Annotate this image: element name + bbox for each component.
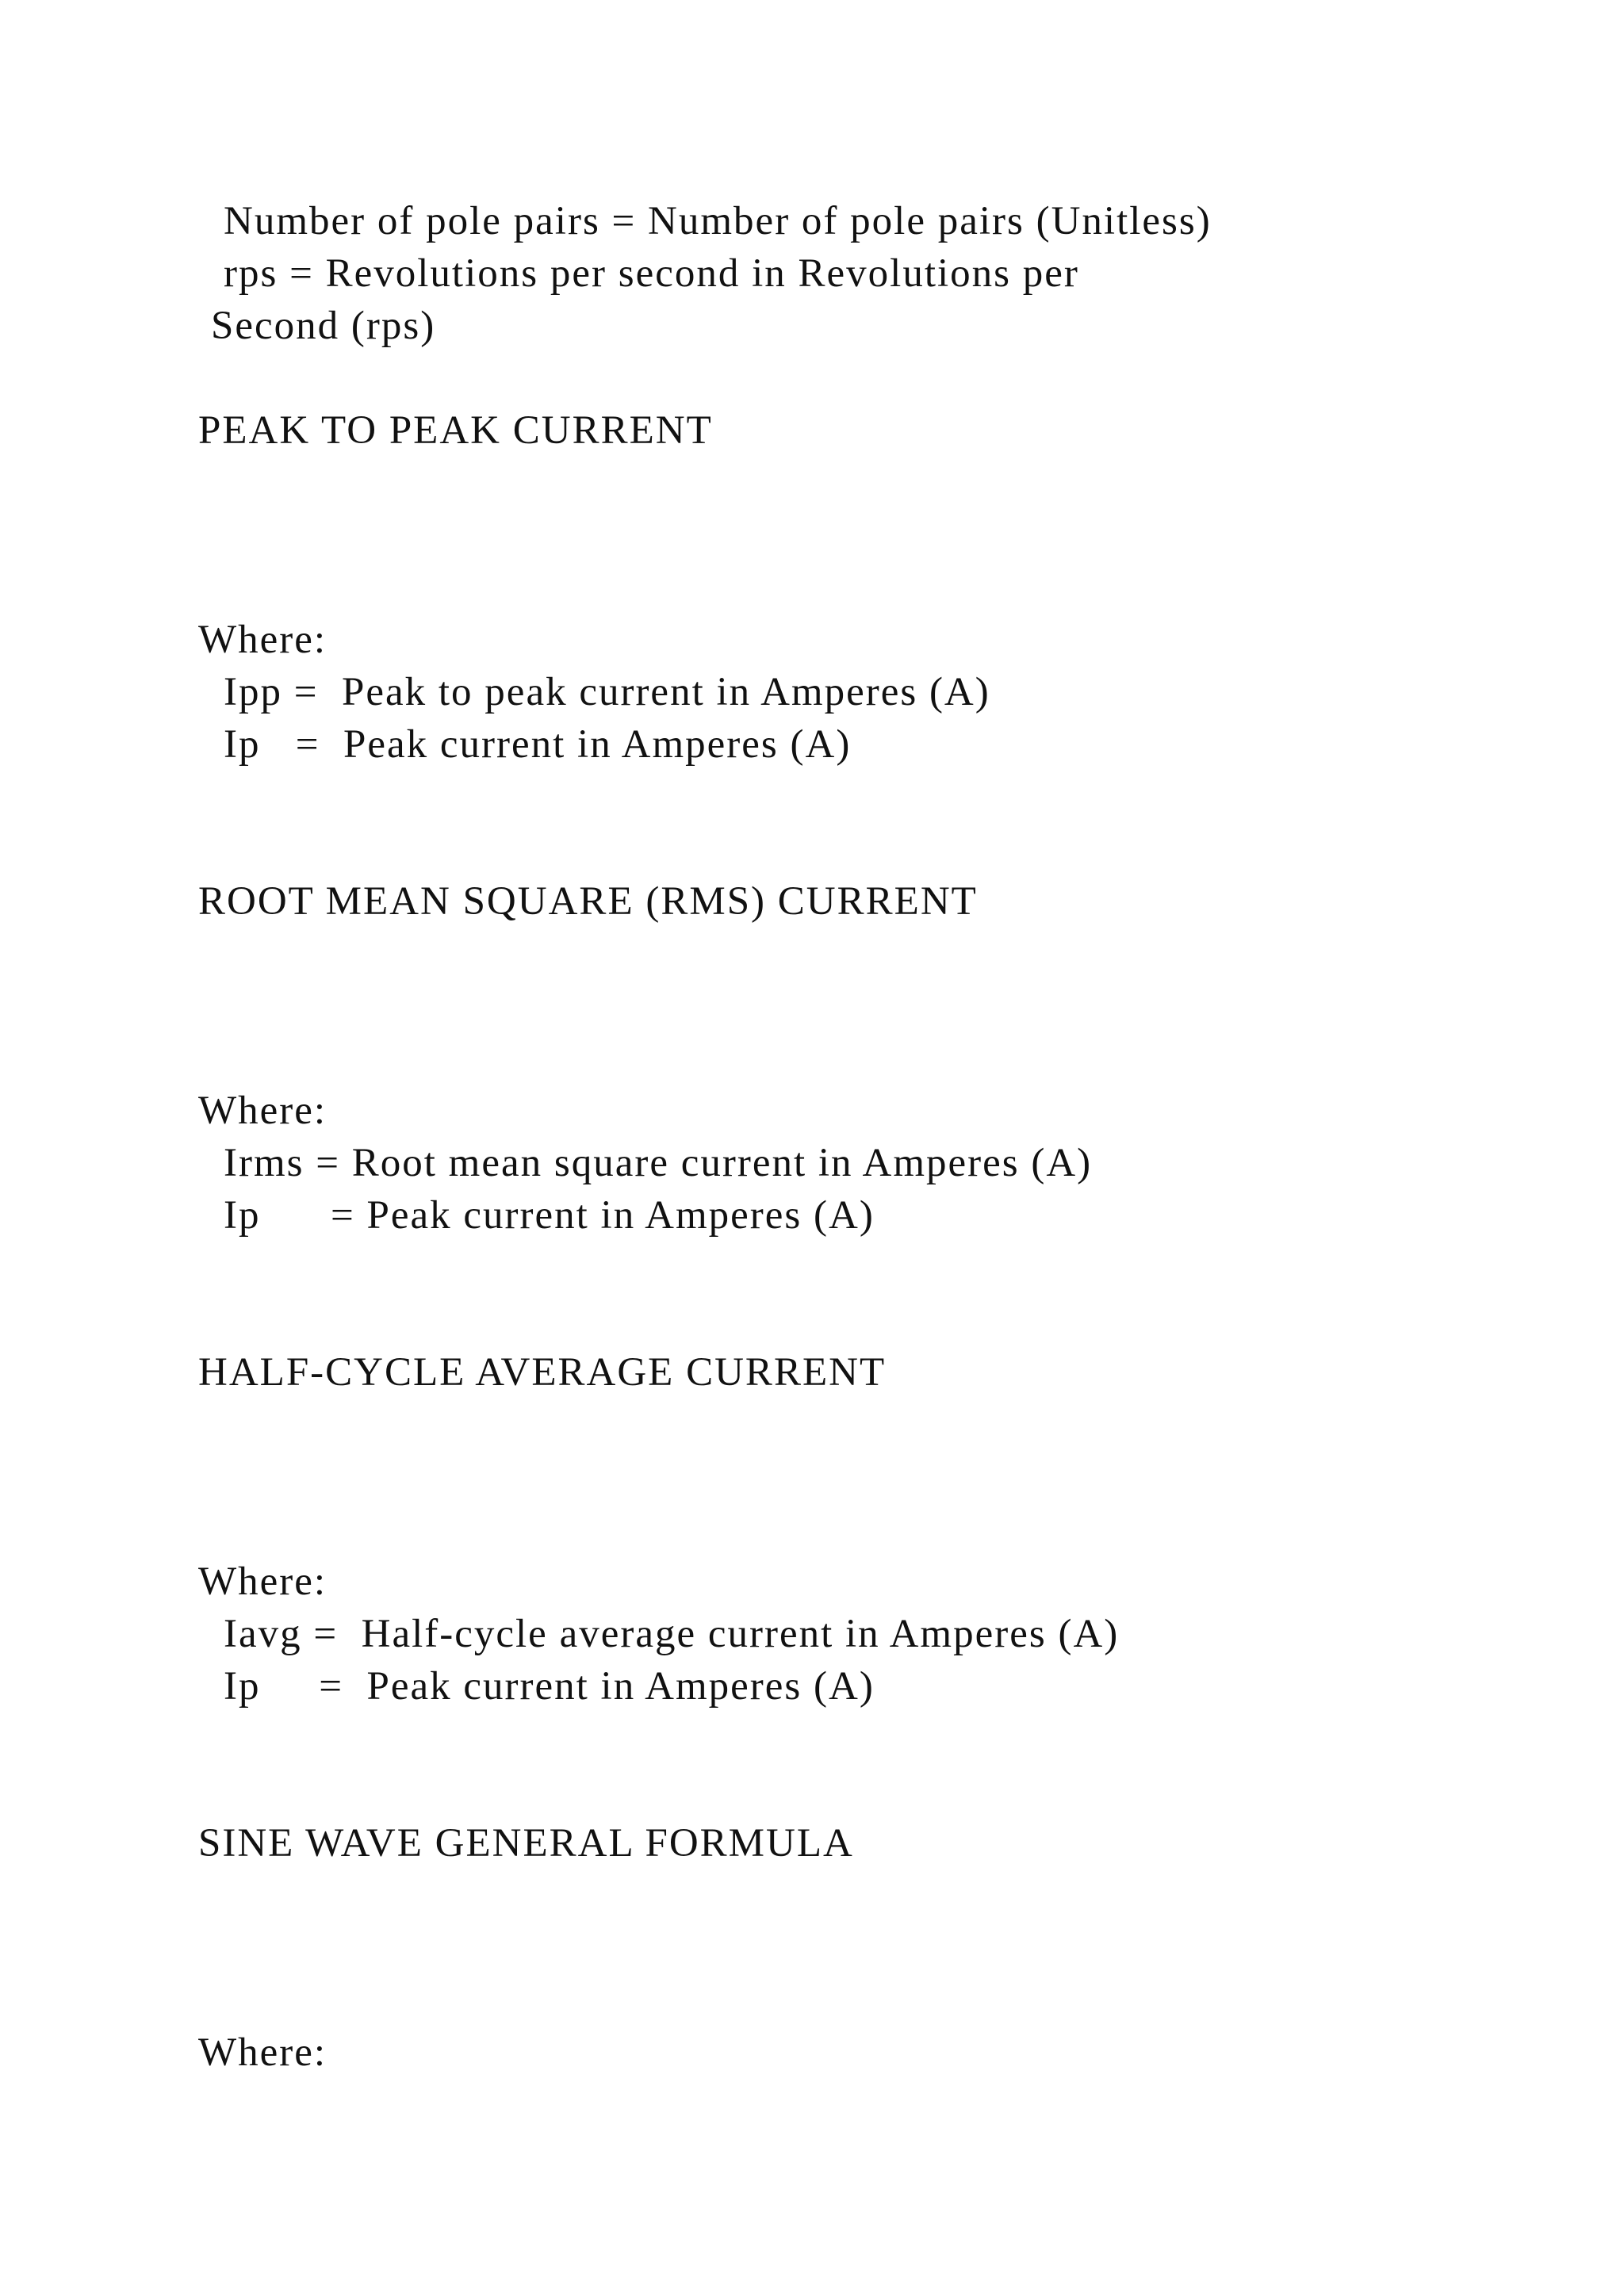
ipp-definition: Ipp = Peak to peak current in Amperes (A) [224,670,990,714]
rps-definition: rps = Revolutions per second in Revolutions per [224,251,1079,296]
peak-to-peak-heading: PEAK TO PEAK CURRENT [198,408,713,453]
peak-to-peak-where: Where: [198,618,327,662]
irms-definition: Irms = Root mean square current in Amperes (A) [224,1141,1093,1185]
sine-wave-where: Where: [198,2030,327,2075]
ip-definition: Ip = Peak current in Amperes (A) [224,1664,875,1709]
pole-pairs-definition: Number of pole pairs = Number of pole pairs (Unitless) [224,199,1212,243]
sine-wave-heading: SINE WAVE GENERAL FORMULA [198,1821,854,1866]
ip-definition: Ip = Peak current in Amperes (A) [224,722,852,767]
half-cycle-where: Where: [198,1559,327,1604]
rms-where: Where: [198,1089,327,1133]
rps-definition-continued: Second (rps) [211,304,436,348]
rms-heading: ROOT MEAN SQUARE (RMS) CURRENT [198,879,978,924]
iavg-definition: Iavg = Half-cycle average current in Amperes (A) [224,1612,1120,1656]
half-cycle-heading: HALF-CYCLE AVERAGE CURRENT [198,1350,887,1395]
ip-definition: Ip = Peak current in Amperes (A) [224,1193,875,1238]
